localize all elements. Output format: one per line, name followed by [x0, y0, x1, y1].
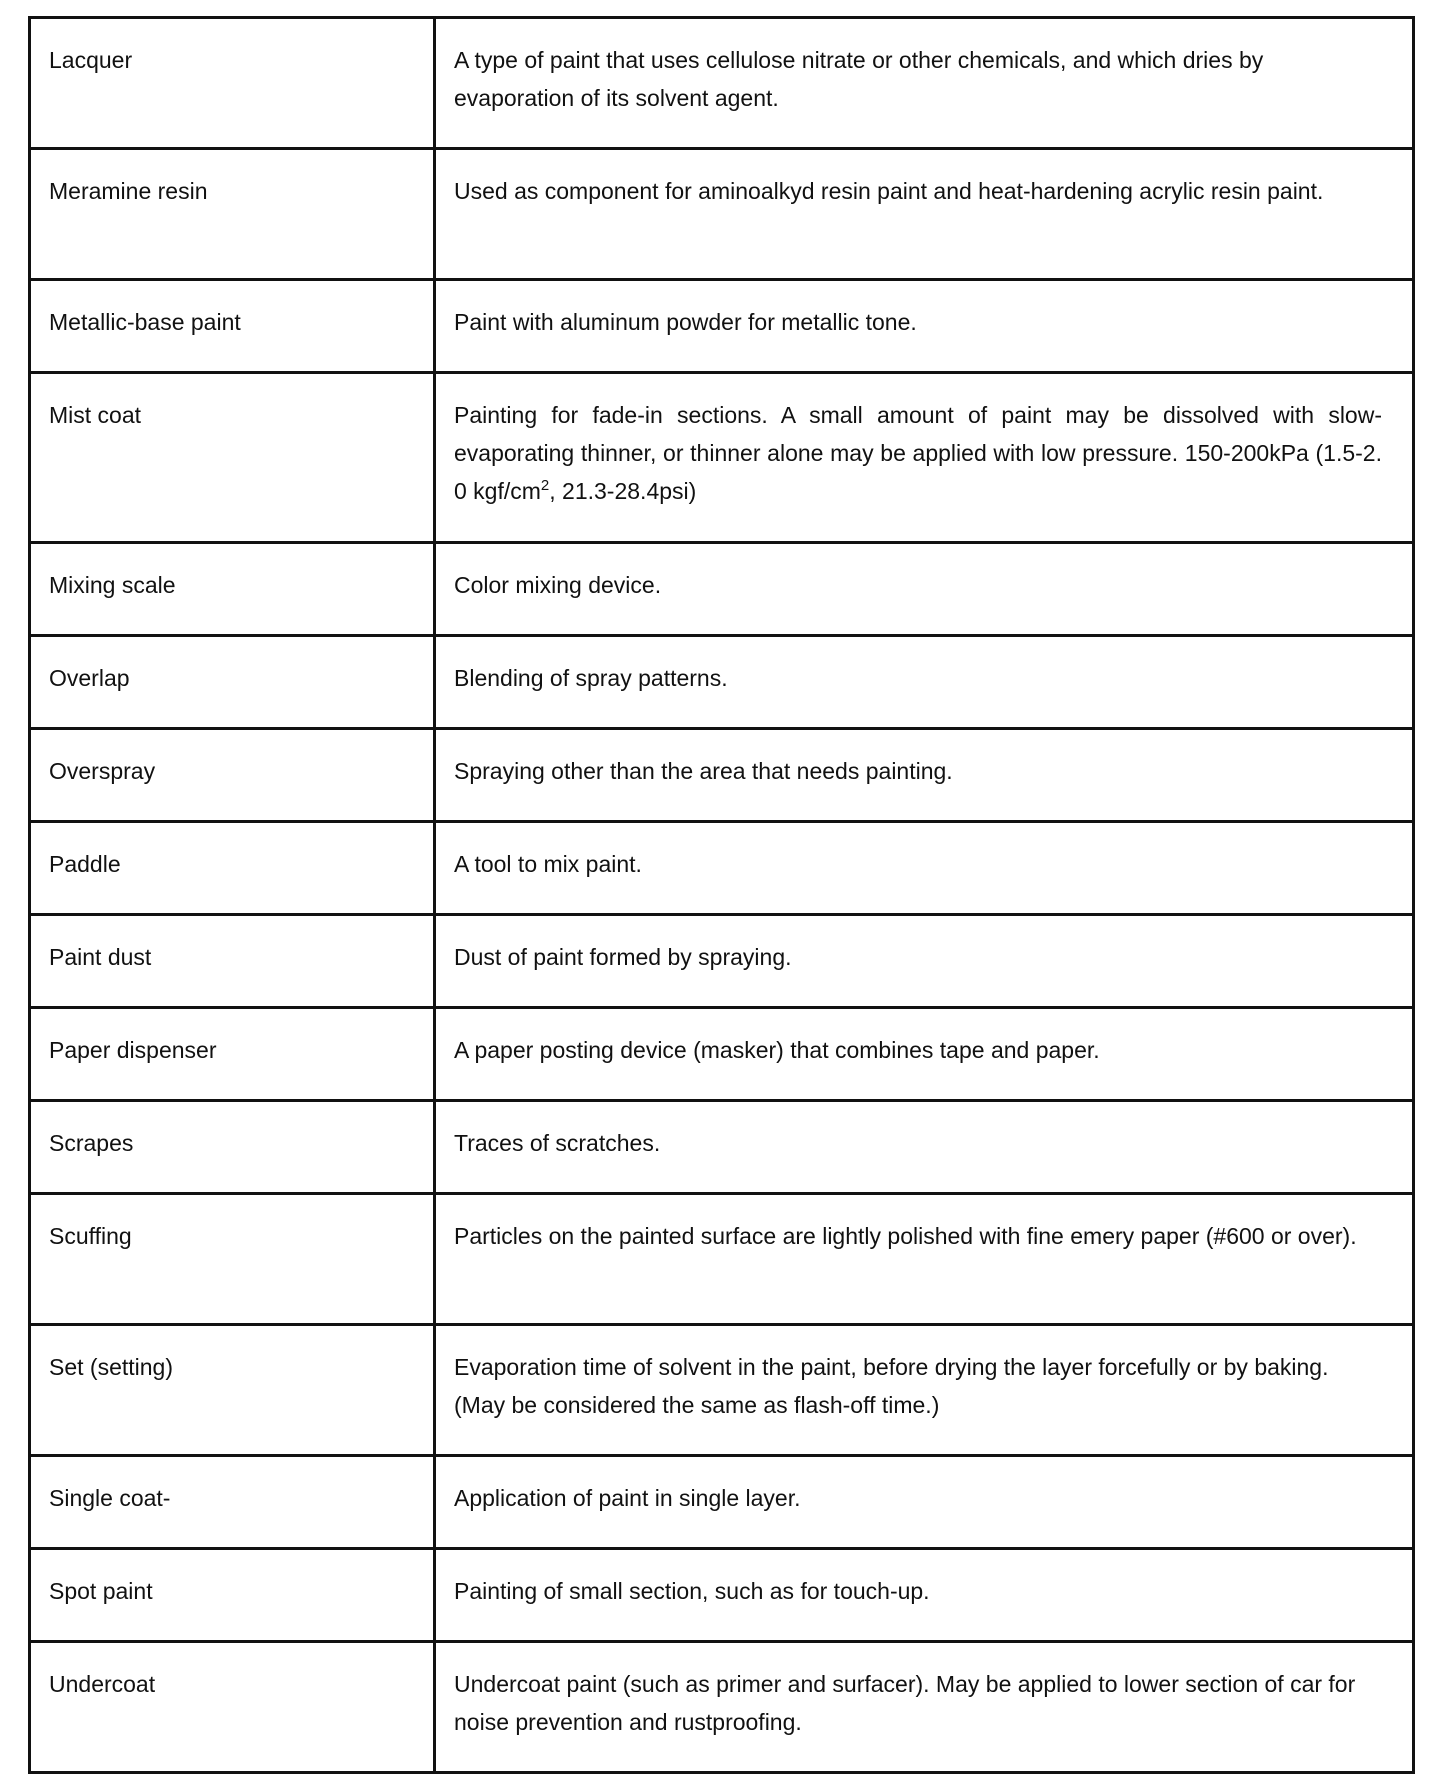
term-cell: Mist coat	[30, 373, 435, 543]
definition-cell: A tool to mix paint.	[435, 822, 1414, 915]
term-cell: Metallic-base paint	[30, 280, 435, 373]
definition-cell: Color mixing device.	[435, 543, 1414, 636]
table-row	[30, 822, 1414, 915]
definition-text-tail: , 21.3-28.4psi)	[549, 478, 697, 504]
term-cell: Paddle	[30, 822, 435, 915]
definition-text: Painting for fade-in sections. A small amount of paint may be dissolved with slow-evaporating thinner, or thinner alone may be applied with low pressure. 150-200kPa (1.5-2. 0 kgf/cm	[454, 402, 1382, 504]
definition-cell: Used as component for aminoalkyd resin paint and heat-hardening acrylic resin paint.	[435, 149, 1414, 280]
term-cell: Scrapes	[30, 1101, 435, 1194]
definition-cell: Blending of spray patterns.	[435, 636, 1414, 729]
table-row	[30, 543, 1414, 636]
definition-cell: Application of paint in single layer.	[435, 1456, 1414, 1549]
table-row	[30, 1642, 1414, 1773]
definition-cell: Dust of paint formed by spraying.	[435, 915, 1414, 1008]
table-row	[30, 373, 1414, 543]
table-row	[30, 1008, 1414, 1101]
term-cell: Meramine resin	[30, 149, 435, 280]
table-row	[30, 915, 1414, 1008]
term-cell: Set (setting)	[30, 1325, 435, 1456]
term-cell: Overspray	[30, 729, 435, 822]
superscript: 2	[540, 477, 550, 494]
term-cell: Spot paint	[30, 1549, 435, 1642]
definition-cell	[435, 373, 1414, 543]
term-cell: Mixing scale	[30, 543, 435, 636]
table-row	[30, 729, 1414, 822]
definition-cell: Painting of small section, such as for touch-up.	[435, 1549, 1414, 1642]
table-row	[30, 1194, 1414, 1325]
definition-cell: Particles on the painted surface are lightly polished with fine emery paper (#600 or over).	[435, 1194, 1414, 1325]
definition-cell: Undercoat paint (such as primer and surfacer). May be applied to lower section of car for noise prevention and rustproofing.	[435, 1642, 1414, 1773]
table-row	[30, 1325, 1414, 1456]
definition-cell: Traces of scratches.	[435, 1101, 1414, 1194]
definition-cell: A paper posting device (masker) that combines tape and paper.	[435, 1008, 1414, 1101]
term-cell: Overlap	[30, 636, 435, 729]
table-row	[30, 1549, 1414, 1642]
definition-cell: Paint with aluminum powder for metallic tone.	[435, 280, 1414, 373]
table-row	[30, 1101, 1414, 1194]
table-row	[30, 280, 1414, 373]
table-row	[30, 636, 1414, 729]
table-row	[30, 149, 1414, 280]
glossary-table	[28, 16, 1415, 1774]
term-cell: Paint dust	[30, 915, 435, 1008]
term-cell: Paper dispenser	[30, 1008, 435, 1101]
table-row	[30, 18, 1414, 149]
definition-cell: Spraying other than the area that needs painting.	[435, 729, 1414, 822]
term-cell: Scuffing	[30, 1194, 435, 1325]
term-cell: Lacquer	[30, 18, 435, 149]
term-cell: Single coat-	[30, 1456, 435, 1549]
definition-cell: A type of paint that uses cellulose nitrate or other chemicals, and which dries by evaporation of its solvent agent.	[435, 18, 1414, 149]
term-cell: Undercoat	[30, 1642, 435, 1773]
definition-cell: Evaporation time of solvent in the paint, before drying the layer forcefully or by baking. (May be considered the same as flash-off time.)	[435, 1325, 1414, 1456]
table-row	[30, 1456, 1414, 1549]
